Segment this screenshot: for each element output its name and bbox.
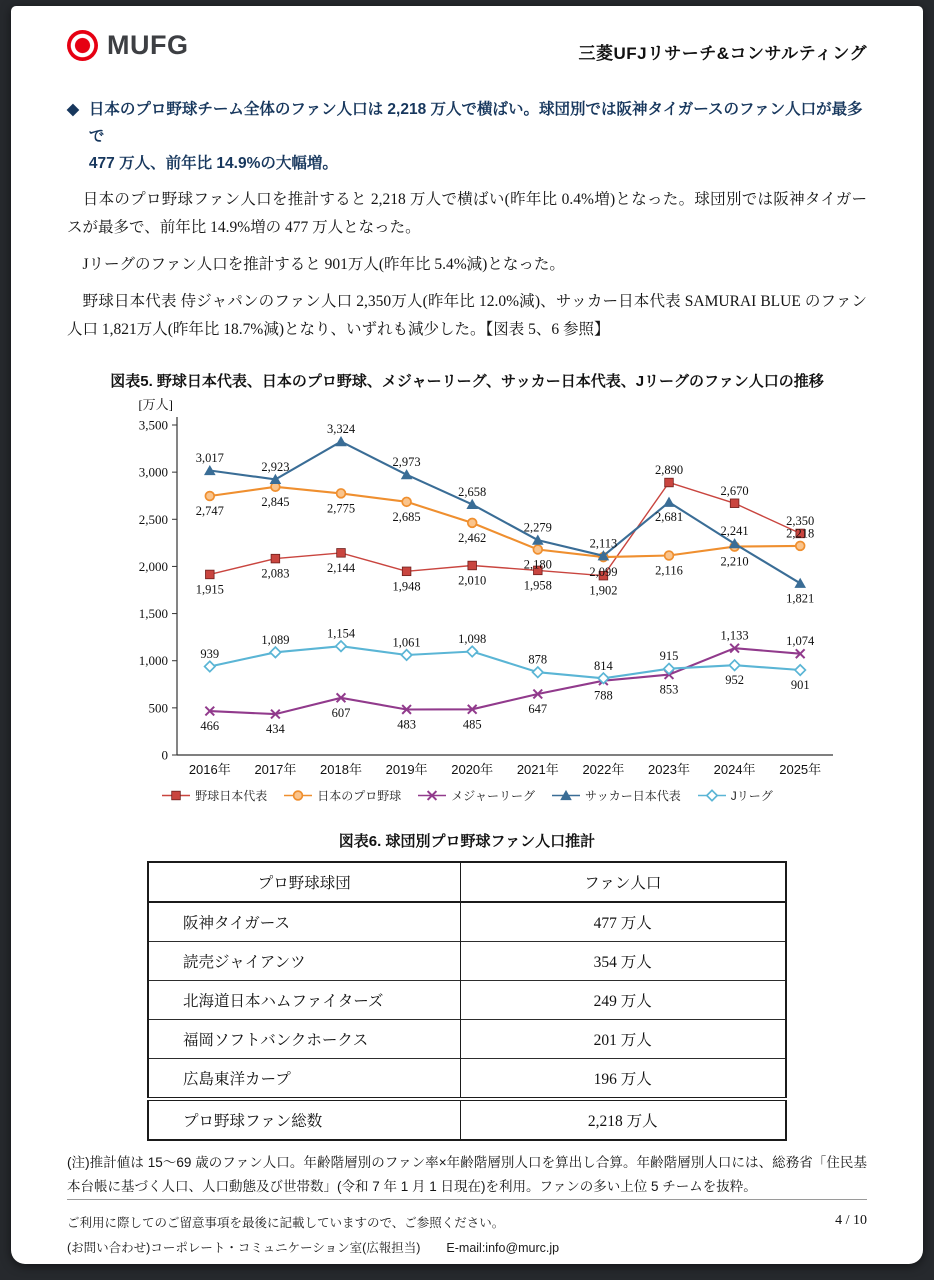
- headline-line-2: 477 万人、前年比 14.9%の大幅増。: [88, 155, 338, 173]
- legend-item: [551, 787, 681, 804]
- svg-text:2,658: 2,658: [458, 484, 487, 499]
- svg-text:607: 607: [331, 705, 351, 720]
- fans-cell: 477 万人: [460, 902, 786, 942]
- svg-text:1,915: 1,915: [195, 582, 224, 597]
- svg-text:2022年: 2022年: [582, 761, 625, 777]
- company-name: 三菱UFJリサーチ&コンサルティング: [578, 44, 867, 63]
- footer-email: E-mail:info@murc.jp: [446, 1240, 560, 1255]
- svg-text:1,958: 1,958: [523, 578, 552, 593]
- legend-label: メジャーリーグ: [451, 788, 535, 803]
- header-fans-column: ファン人口: [460, 862, 786, 902]
- svg-text:2,241: 2,241: [720, 524, 749, 539]
- paragraph-pro-baseball: 日本のプロ野球ファン人口を推計すると 2,218 万人で横ばい(昨年比 0.4%増)となった。球団別では阪神タイガースが最多で、前年比 14.9%増の 477 万人となった。: [67, 191, 867, 237]
- footer-notice: ご利用に際してのご留意事項を最後に記載していますので、ご参照ください。: [67, 1216, 505, 1231]
- paragraph-jleague: Jリーグのファン人口を推計すると 901万人(昨年比 5.4%減)となった。: [67, 256, 565, 274]
- legend-label: 日本のプロ野球: [317, 788, 402, 803]
- page-header: [67, 30, 867, 64]
- svg-text:2,890: 2,890: [654, 462, 684, 477]
- svg-text:788: 788: [594, 688, 613, 703]
- svg-text:2,775: 2,775: [326, 501, 356, 516]
- legend-marker-icon: [697, 789, 727, 802]
- svg-text:853: 853: [659, 682, 679, 697]
- fans-cell: 354 万人: [460, 941, 786, 980]
- svg-text:2,845: 2,845: [261, 494, 290, 509]
- svg-text:2,279: 2,279: [523, 520, 552, 535]
- svg-text:2,218: 2,218: [786, 526, 815, 541]
- headline-line-1: 日本のプロ野球チーム全体のファン人口は 2,218 万人で横ばい。球団別では阪神タイガースのファン人口が最多で: [88, 101, 863, 146]
- table-header-row: [148, 862, 786, 902]
- svg-text:3,500: 3,500: [138, 417, 168, 433]
- svg-text:483: 483: [397, 717, 416, 732]
- svg-text:466: 466: [200, 718, 220, 733]
- svg-text:2016年: 2016年: [188, 761, 231, 777]
- legend-item: [697, 787, 773, 804]
- svg-text:485: 485: [462, 717, 482, 732]
- mufg-logo: [67, 30, 188, 61]
- svg-text:2,685: 2,685: [392, 509, 421, 524]
- svg-text:1,821: 1,821: [786, 591, 815, 606]
- svg-text:647: 647: [528, 701, 548, 716]
- table-row: [148, 902, 786, 942]
- svg-text:3,324: 3,324: [326, 421, 356, 436]
- svg-text:2,923: 2,923: [261, 459, 290, 474]
- svg-text:1,902: 1,902: [589, 583, 618, 598]
- mufg-logo-icon: [67, 30, 98, 61]
- svg-text:2,462: 2,462: [458, 530, 487, 545]
- svg-text:500: 500: [148, 700, 168, 716]
- legend-label: Jリーグ: [730, 788, 773, 803]
- total-fans-cell: 2,218 万人: [460, 1099, 786, 1140]
- svg-text:434: 434: [266, 721, 285, 736]
- svg-text:2,670: 2,670: [720, 483, 749, 498]
- chart-legend: [161, 787, 773, 804]
- mufg-logo-text: MUFG: [107, 30, 189, 60]
- svg-text:1,061: 1,061: [392, 635, 421, 650]
- svg-text:2,210: 2,210: [720, 554, 749, 569]
- svg-text:2025年: 2025年: [779, 761, 822, 777]
- svg-text:2,010: 2,010: [458, 573, 487, 588]
- svg-text:0: 0: [161, 747, 168, 763]
- svg-text:1,089: 1,089: [261, 632, 290, 647]
- headline-text: [89, 96, 867, 177]
- svg-text:3,000: 3,000: [138, 464, 168, 480]
- svg-text:[万人]: [万人]: [138, 396, 173, 412]
- svg-text:901: 901: [790, 677, 810, 692]
- chart-title: 図表5. 野球日本代表、日本のプロ野球、メジャーリーグ、サッカー日本代表、Jリーグのファン人口の推移: [110, 372, 824, 390]
- fans-cell: 196 万人: [460, 1058, 786, 1099]
- svg-text:2,350: 2,350: [786, 513, 815, 528]
- legend-item: [161, 787, 267, 804]
- svg-text:1,000: 1,000: [138, 653, 168, 669]
- document-page: [11, 6, 923, 1264]
- svg-text:2,116: 2,116: [655, 563, 683, 578]
- svg-text:1,074: 1,074: [786, 634, 815, 649]
- total-label-cell: プロ野球ファン総数: [148, 1099, 460, 1140]
- fans-cell: 201 万人: [460, 1019, 786, 1058]
- svg-text:2023年: 2023年: [648, 761, 690, 777]
- svg-text:2,113: 2,113: [589, 536, 618, 551]
- legend-marker-icon: [161, 789, 191, 802]
- svg-text:2,180: 2,180: [523, 557, 552, 572]
- svg-text:878: 878: [528, 652, 548, 667]
- svg-text:915: 915: [659, 649, 679, 664]
- legend-label: 野球日本代表: [195, 788, 268, 803]
- paragraph-national-teams: 野球日本代表 侍ジャパンのファン人口 2,350万人(昨年比 12.0%減)、サッカー日本代表 SAMURAI BLUE のファン人口 1,821万人(昨年比 18.7%減)となり、いずれも減少した。【図表 5、6 参照】: [67, 293, 867, 338]
- svg-text:2020年: 2020年: [451, 761, 494, 777]
- svg-text:2,083: 2,083: [261, 566, 290, 581]
- team-cell: 阪神タイガース: [148, 902, 460, 942]
- svg-text:2,973: 2,973: [392, 455, 421, 470]
- svg-text:2,500: 2,500: [138, 511, 168, 527]
- svg-text:2017年: 2017年: [254, 761, 297, 777]
- svg-text:2,099: 2,099: [589, 564, 618, 579]
- svg-text:3,017: 3,017: [195, 450, 224, 465]
- table-total-row: [148, 1099, 786, 1140]
- svg-text:2021年: 2021年: [516, 761, 559, 777]
- team-cell: 広島東洋カープ: [148, 1058, 460, 1099]
- chart-container: [67, 395, 867, 804]
- footnote: (注)推計値は 15〜69 歳のファン人口。年齢階層別のファン率×年齢階層別人口を算出し合算。年齢階層別人口には、総務省「住民基本台帳に基づく人口、人口動態及び世帯数」(令和 7 年 1 月 1 日現在)を利用。ファンの多い上位 5 チームを抜粋。: [67, 1154, 867, 1195]
- legend-marker-icon: [283, 789, 313, 802]
- table-title: 図表6. 球団別プロ野球ファン人口推計: [338, 832, 596, 850]
- svg-text:952: 952: [725, 673, 744, 688]
- diamond-bullet-icon: ◆: [67, 101, 79, 118]
- svg-text:1,154: 1,154: [326, 626, 356, 641]
- svg-text:1,098: 1,098: [458, 631, 487, 646]
- table-row: [148, 941, 786, 980]
- legend-label: サッカー日本代表: [585, 788, 681, 803]
- footer-divider: [67, 1199, 867, 1200]
- fan-population-table: [147, 861, 787, 1141]
- legend-item: [417, 787, 535, 804]
- table-row: [148, 1058, 786, 1099]
- svg-text:2018年: 2018年: [320, 761, 362, 777]
- page-footer: [67, 1199, 867, 1264]
- table-row: [148, 1019, 786, 1058]
- svg-text:939: 939: [200, 646, 220, 661]
- page-number: 4 / 10: [835, 1213, 867, 1229]
- table-row: [148, 980, 786, 1019]
- legend-marker-icon: [417, 789, 447, 802]
- team-cell: 読売ジャイアンツ: [148, 941, 460, 980]
- fan-population-line-chart: [85, 395, 849, 787]
- svg-text:2,000: 2,000: [138, 558, 168, 574]
- footer-contact: (お問い合わせ)コーポレート・コミュニケーション室(広報担当): [67, 1240, 421, 1255]
- svg-text:2019年: 2019年: [385, 761, 428, 777]
- legend-item: [283, 787, 401, 804]
- summary-headline: [67, 96, 867, 177]
- svg-text:1,133: 1,133: [720, 628, 749, 643]
- svg-text:2,144: 2,144: [326, 560, 356, 575]
- svg-text:814: 814: [594, 658, 613, 673]
- footer-contact-line: [67, 1236, 585, 1260]
- fans-cell: 249 万人: [460, 980, 786, 1019]
- svg-text:1,948: 1,948: [392, 579, 421, 594]
- svg-text:2,747: 2,747: [195, 503, 224, 518]
- svg-text:1,500: 1,500: [138, 605, 168, 621]
- legend-marker-icon: [551, 789, 581, 802]
- svg-text:2,681: 2,681: [654, 510, 684, 525]
- team-cell: 北海道日本ハムファイターズ: [148, 980, 460, 1019]
- svg-text:2024年: 2024年: [713, 761, 756, 777]
- header-team-column: プロ野球球団: [148, 862, 460, 902]
- team-cell: 福岡ソフトバンクホークス: [148, 1019, 460, 1058]
